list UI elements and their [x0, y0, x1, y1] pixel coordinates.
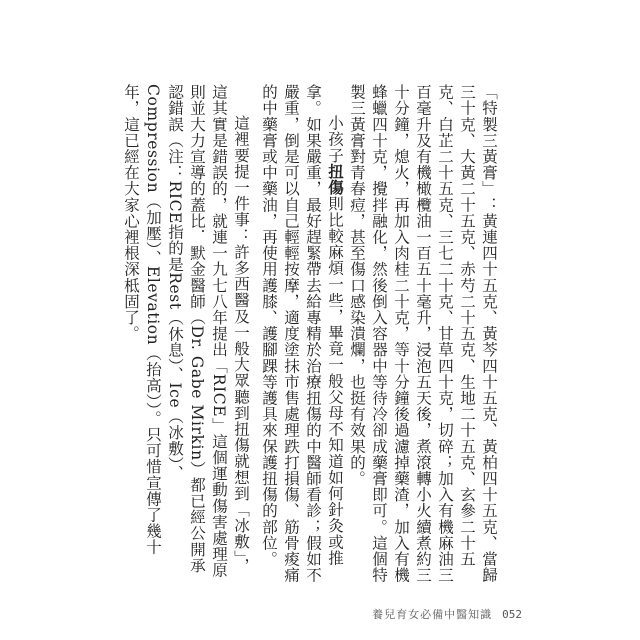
book-title: 養兒育女必備中醫知識	[372, 608, 493, 621]
page-number: 052	[502, 607, 522, 621]
paragraph-sprain	[258, 84, 346, 584]
paragraph-recipe: 「特製三黃膏」：黃連四十五克、黃芩四十五克、黃柏四十五克、當歸三十克、大黃二十五克、赤芍二十五克、生地二十五克、玄參二十五克、白芷二十五克、三七二十克、甘草四十克，切碎；加入有機麻油三百毫升及有機橄欖油一百五十毫升，浸泡五天後，煮滾轉小火續煮約三十分鐘，熄火，再加入肉桂二十克，等十分鐘後過濾掉藥渣，加入有機蜂蠟四十克，攪拌融化，然後倒入容器中等待冷卻成藥膏即可。這個特製三黃膏對青春痘，甚至傷口感染潰爛，也挺有效果的。	[348, 84, 498, 584]
sprain-text-pre: 小孩子	[326, 115, 344, 164]
vertical-text-body	[114, 84, 500, 584]
sprain-keyword: 扭傷	[326, 163, 345, 196]
page-footer	[372, 606, 522, 622]
paragraph-rice: 這裡要提一件事：許多西醫及一般大眾聽到扭傷就想到「冰敷」，這其實是錯誤的，就連一九七八年提出「RICE」這個運動傷害處理原則並大力宣導的蓋比．默金醫師（Dr. Gabe Mirkin）都已經公開承認錯誤（注：RICE指的是Rest（休息）、Ice（冰敷）、Compression（加壓）、Elevation（抬高））。只可惜宣傳了幾十年，這已經在大家心裡根深柢固了。	[122, 84, 250, 579]
sprain-text-post: 則比較麻煩一些，畢竟一般父母不知道如何針灸或推拿。如果嚴重，最好趕緊帶去給專精於治療扭傷的中醫師看診；假如不嚴重，倒是可以自己輕輕按摩，適度塗抹市售處理跌打損傷、筋骨痠痛的中藥膏或中藥油，再使用護膝、護腳踝等護具來保護扭傷的部位。	[260, 84, 344, 584]
